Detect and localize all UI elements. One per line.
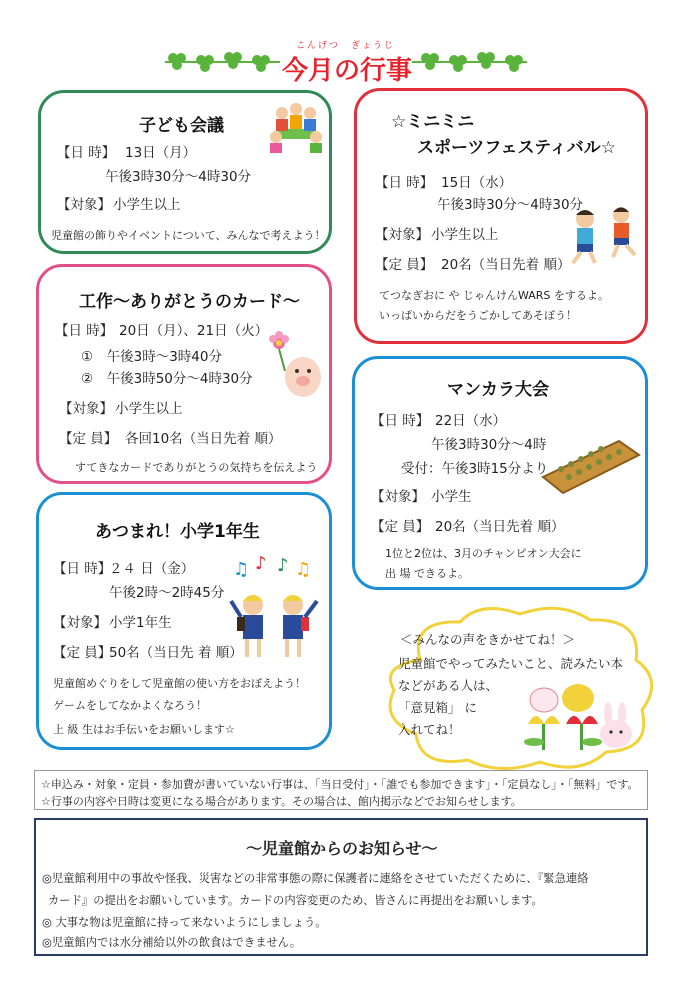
target-label: 【対象】 [375, 227, 429, 243]
clover-icon [165, 48, 280, 78]
header-clovers-right [412, 48, 527, 78]
event-description: すてきなカードでありがとうの気持ちを伝えよう [75, 461, 318, 474]
header-title-ruby: こんげつ ぎょうじ [296, 41, 396, 51]
event-description: 児童館の飾りやイベントについて、みんなで考えよう！ [51, 229, 326, 242]
note-line-2: ☆行事の内容や日時は変更になる場合があります。その場合は、館内掲示などでお知らせします。 [41, 795, 522, 808]
event-description-line1: てつなぎおに や じゃんけんWARS をするよ。 [379, 289, 609, 302]
reception-time: 受付：午後3時15分より [401, 461, 549, 477]
event-card-craft [36, 264, 332, 484]
event-title: マンカラ大会 [447, 380, 549, 400]
date-label: 【日 時】 [55, 323, 114, 339]
event-description-line1: 1位と2位は、3月のチャンピオン大会に [385, 547, 582, 560]
mancala-board-icon [539, 437, 643, 501]
date-value: 22日（水） [435, 413, 507, 429]
note-line-1: ☆申込み・対象・定員・参加費が書いていない行事は、「当日受付」・「誰でも参加できます」・「定員なし」・「無料」です。 [41, 778, 639, 791]
event-description-line2: 出 場 できるよ。 [385, 567, 469, 580]
target-value: 小学生以上 [113, 197, 181, 213]
date-value: 13日（月） [125, 145, 197, 161]
event-title-line2: スポーツフェスティバル☆ [417, 138, 617, 158]
capacity-label: 【定 員】 [59, 431, 118, 447]
svg-text:♫: ♫ [295, 559, 312, 580]
voice-line-2: などがある人は、 [398, 678, 499, 693]
event-card-kaigi [38, 90, 332, 254]
event-card-first-graders [36, 492, 332, 750]
event-title: あつまれ！小学1年生 [95, 522, 260, 542]
music-notes-icon [231, 551, 317, 581]
pig-with-flower-icon [267, 331, 325, 401]
event-description-line2: いっぱいからだをうごかしてあそぼう！ [379, 309, 577, 322]
announcement-item-3: ◎児童館内では水分補給以外の飲食はできません。 [42, 936, 302, 949]
header-clovers-left [165, 48, 280, 78]
time-value: 午後3時30分～4時30分 [437, 197, 584, 213]
target-label: 【対象】 [371, 489, 425, 505]
event-card-sports [354, 88, 648, 344]
voice-line-1: 児童館でやってみたいこと、読みたい本 [398, 656, 624, 671]
capacity-label: 【定 員】 [53, 645, 112, 661]
event-description-line2: ゲームをしてなかよくなろう！ [53, 699, 207, 712]
target-label: 【対象】 [59, 401, 113, 417]
time-value: 午後3時30分～4時 [431, 437, 547, 453]
date-label: 【日 時】 [57, 145, 116, 161]
notes-box [34, 770, 648, 810]
date-label: 【日 時】 [375, 175, 434, 191]
announcement-box [34, 818, 648, 956]
time-slot-1: ① 午後3時～3時40分 [81, 349, 222, 365]
event-card-mancala [352, 356, 648, 590]
time-value: 午後2時～2時45分 [109, 585, 225, 601]
announcement-item-1-line-2: カード』の提出をお願いしています。カードの内容変更のため、皆さんに再提出をお願いします。 [48, 894, 543, 907]
first-grade-students-icon [227, 587, 323, 663]
event-title-line1: ☆ミニミニ [391, 112, 475, 132]
capacity-value: 50名（当日先 着 順） [109, 645, 243, 661]
capacity-label: 【定 員】 [375, 257, 434, 273]
voice-line-3: 「意見箱」 に [398, 700, 477, 715]
svg-text:♪: ♪ [255, 553, 267, 574]
event-title: 工作～ありがとうのカード～ [79, 292, 300, 312]
capacity-value: 20名（当日先着 順） [435, 519, 565, 535]
date-label: 【日 時】 [371, 413, 430, 429]
target-label: 【対象】 [57, 197, 111, 213]
voice-line-4: 入れてね！ [398, 722, 461, 737]
running-kids-illustration-icon [563, 205, 643, 267]
announcement-item-1-line-1: ◎児童館利用中の事故や怪我、災害などの非常事態の際に保護者に連絡をさせていただくために、『緊急連絡 [42, 872, 589, 885]
target-label: 【対象】 [53, 615, 107, 631]
time-slot-2: ② 午後3時50分～4時30分 [81, 371, 253, 387]
capacity-value: 各回10名（当日先着 順） [125, 431, 282, 447]
event-title: 子ども会議 [139, 116, 224, 136]
clover-icon [412, 48, 527, 78]
announcement-item-2: ◎ 大事な物は児童館に持って来ないようにしましょう。 [42, 916, 327, 929]
date-value: ２４ 日（金） [109, 561, 195, 577]
target-value: 小学1年生 [109, 615, 172, 631]
svg-text:♫: ♫ [233, 559, 250, 580]
announcement-title: ～児童館からのお知らせ～ [246, 839, 438, 858]
date-value: 20日（月）、21日（火） [119, 323, 269, 339]
voice-heading: ＜みんなの声をきかせてね！＞ [400, 632, 576, 647]
event-description-line1: 児童館めぐりをして児童館の使い方をおぼえよう！ [53, 677, 306, 690]
children-meeting-illustration-icon [266, 99, 326, 155]
target-value: 小学生 [431, 489, 472, 505]
tulips-and-rabbit-icon [508, 678, 638, 758]
page-title: 今月の行事 [282, 56, 413, 86]
capacity-label: 【定 員】 [371, 519, 430, 535]
target-value: 小学生以上 [431, 227, 499, 243]
capacity-value: 20名（当日先着 順） [441, 257, 571, 273]
event-description-line3: 上 級 生はお手伝いをお願いします☆ [53, 723, 235, 736]
svg-text:♪: ♪ [277, 555, 289, 576]
date-value: 15日（水） [441, 175, 513, 191]
date-label: 【日 時】 [53, 561, 112, 577]
time-value: 午後3時30分～4時30分 [105, 169, 252, 185]
target-value: 小学生以上 [115, 401, 183, 417]
